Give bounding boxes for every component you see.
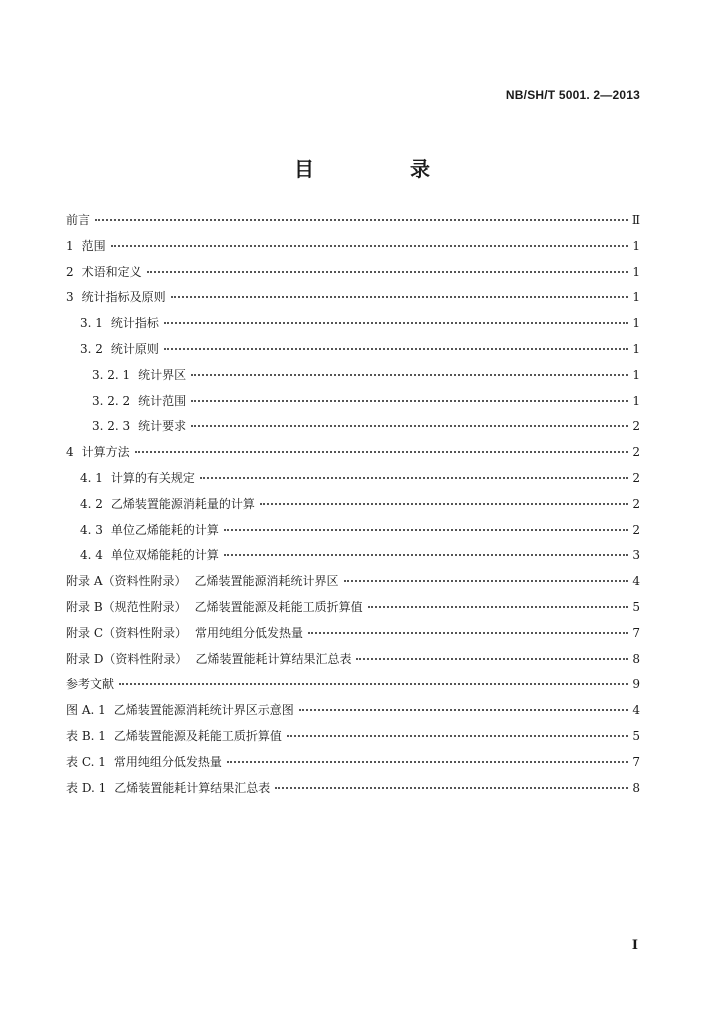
toc-entry[interactable] (66, 211, 640, 237)
toc-entry-number: 3. 2. 3 (92, 419, 131, 434)
toc-entry-number: 3. 2 (80, 341, 103, 356)
toc-entry-page: 4 (632, 703, 640, 718)
toc-entry-text (66, 753, 225, 770)
toc-leader-dots (344, 576, 629, 582)
toc-entry-number: 4. 3 (80, 522, 103, 537)
page-title: 目 录 (294, 157, 468, 181)
toc-entry-page: 2 (632, 419, 640, 434)
toc-entry-text (80, 469, 198, 486)
toc-entry-label: 乙烯装置能源消耗量的计算 (110, 496, 255, 511)
toc-leader-dots (260, 499, 628, 505)
toc-entry[interactable] (66, 701, 640, 727)
toc-entry-label: 常用纯组分低发热量 (113, 754, 222, 769)
toc-leader-dots (227, 757, 628, 763)
toc-entry-page: 7 (632, 754, 640, 769)
toc-entry[interactable] (66, 237, 640, 263)
toc-entry-number: 3. 1 (80, 316, 103, 331)
toc-entry[interactable] (66, 727, 640, 753)
toc-entry-text (80, 495, 258, 512)
toc-entry-page: 1 (632, 341, 640, 356)
toc-entry-page: 7 (632, 625, 640, 640)
toc-entry-text (66, 624, 306, 641)
toc-entry-page: 9 (632, 677, 640, 692)
toc-entry[interactable] (66, 263, 640, 289)
toc-leader-dots (308, 628, 628, 634)
toc-entry-text (80, 314, 162, 331)
toc-leader-dots (356, 654, 628, 660)
toc-entry-page: 5 (632, 728, 640, 743)
toc-entry-page: 2 (632, 496, 640, 511)
toc-entry[interactable] (66, 366, 640, 392)
toc-entry-page: 5 (632, 599, 640, 614)
toc-leader-dots (200, 473, 628, 479)
toc-leader-dots (224, 525, 628, 531)
toc-entry-number: 附录 D（资料性附录） (66, 651, 188, 666)
toc-leader-dots (287, 731, 628, 737)
page-number: Ⅰ (631, 938, 638, 953)
toc-entry-page: 2 (632, 445, 640, 460)
toc-entry-label: 计算的有关规定 (110, 470, 195, 485)
toc-entry-page: 2 (632, 522, 640, 537)
toc-entry[interactable] (66, 650, 640, 676)
toc-entry[interactable] (66, 392, 640, 418)
toc-entry[interactable] (66, 443, 640, 469)
toc-entry-number: 3. 2. 2 (92, 393, 131, 408)
toc-entry-label: 统计指标及原则 (81, 290, 166, 305)
toc-entry-page: 3 (632, 548, 640, 563)
toc-entry-number: 4. 4 (80, 548, 103, 563)
toc-entry-text (66, 443, 133, 460)
toc-entry-page: 1 (632, 290, 640, 305)
toc-entry-text (80, 521, 222, 538)
toc-entry-label: 乙烯装置能耗计算结果汇总表 (195, 651, 352, 666)
toc-entry-label: 乙烯装置能耗计算结果汇总表 (114, 780, 271, 795)
toc-entry-label: 前言 (66, 213, 91, 227)
toc-entry-page: 1 (632, 264, 640, 279)
toc-entry[interactable] (66, 417, 640, 443)
toc-entry-number: 表 D. 1 (66, 780, 107, 795)
toc-entry-text (92, 417, 189, 434)
toc-entry[interactable] (66, 469, 640, 495)
toc-entry[interactable] (66, 288, 640, 314)
toc-entry[interactable] (66, 546, 640, 572)
toc-entry[interactable] (66, 340, 640, 366)
toc-entry-label: 乙烯装置能源及耗能工质折算值 (113, 728, 282, 743)
toc-entry-label: 计算方法 (81, 445, 130, 460)
toc-entry-text (66, 701, 297, 718)
toc-entry-text (80, 546, 222, 563)
toc-leader-dots (275, 783, 628, 789)
toc-entry-text (92, 392, 189, 409)
toc-entry-number: 3 (66, 290, 74, 305)
toc-entry-label: 统计原则 (110, 341, 159, 356)
toc-leader-dots (299, 705, 628, 711)
toc-entry-text (66, 211, 93, 228)
toc-entry-text (66, 779, 273, 796)
toc-entry-number: 附录 B（规范性附录） (66, 599, 187, 614)
toc-leader-dots (224, 550, 628, 556)
table-of-contents (66, 211, 640, 804)
toc-leader-dots (147, 267, 628, 273)
toc-entry-number: 4. 2 (80, 496, 103, 511)
toc-entry-label: 单位乙烯能耗的计算 (110, 522, 219, 537)
toc-entry-label: 术语和定义 (81, 264, 142, 279)
toc-entry[interactable] (66, 572, 640, 598)
toc-entry[interactable] (66, 314, 640, 340)
toc-leader-dots (95, 215, 628, 221)
toc-leader-dots (164, 318, 628, 324)
toc-leader-dots (191, 421, 628, 427)
toc-entry-page: 1 (632, 367, 640, 382)
toc-entry-number: 4. 1 (80, 470, 103, 485)
toc-entry-text (92, 366, 189, 383)
toc-leader-dots (135, 447, 628, 453)
toc-entry-label: 单位双烯能耗的计算 (110, 548, 219, 563)
toc-entry[interactable] (66, 779, 640, 805)
toc-entry-label: 范围 (81, 238, 106, 253)
toc-entry-label: 参考文献 (66, 677, 115, 692)
toc-entry-number: 4 (66, 445, 74, 460)
toc-entry-label: 常用纯组分低发热量 (195, 625, 304, 640)
toc-entry-label: 乙烯装置能源及耗能工质折算值 (194, 599, 363, 614)
toc-entry-label: 乙烯装置能源消耗统计界区 (194, 574, 339, 589)
toc-entry-number: 附录 A（资料性附录） (66, 574, 187, 589)
toc-entry[interactable] (66, 495, 640, 521)
toc-entry-text (66, 572, 342, 589)
toc-entry-page: 1 (632, 316, 640, 331)
toc-entry-number: 2 (66, 264, 74, 279)
toc-leader-dots (171, 292, 628, 298)
standard-code: NB/SH/T 5001. 2—2013 (505, 88, 640, 102)
toc-entry-text (66, 675, 117, 692)
toc-entry-text (80, 340, 162, 357)
toc-entry[interactable] (66, 598, 640, 624)
toc-entry-page: 1 (632, 238, 640, 253)
toc-leader-dots (111, 241, 628, 247)
toc-leader-dots (164, 344, 628, 350)
toc-entry[interactable] (66, 521, 640, 547)
toc-entry-label: 统计指标 (110, 316, 159, 331)
toc-entry[interactable] (66, 624, 640, 650)
toc-entry-page: 8 (632, 780, 640, 795)
toc-entry-text (66, 598, 366, 615)
toc-entry-label: 统计要求 (138, 419, 187, 434)
toc-entry-number: 图 A. 1 (66, 703, 106, 718)
toc-entry-page: 1 (632, 393, 640, 408)
toc-entry-number: 3. 2. 1 (92, 367, 131, 382)
toc-entry-page: 4 (632, 574, 640, 589)
toc-entry-text (66, 650, 354, 667)
toc-entry-text (66, 727, 285, 744)
toc-entry-number: 表 C. 1 (66, 754, 106, 769)
toc-entry-label: 统计范围 (138, 393, 187, 408)
toc-entry-text (66, 237, 109, 254)
toc-entry-label: 乙烯装置能源消耗统计界区示意图 (113, 703, 294, 718)
toc-entry-number: 1 (66, 238, 74, 253)
toc-entry-text (66, 263, 145, 280)
toc-entry[interactable] (66, 675, 640, 701)
toc-entry-page: 2 (632, 470, 640, 485)
toc-entry-page: Ⅱ (631, 213, 640, 227)
toc-leader-dots (191, 370, 628, 376)
toc-leader-dots (368, 602, 628, 608)
toc-entry-number: 表 B. 1 (66, 728, 106, 743)
toc-entry[interactable] (66, 753, 640, 779)
toc-leader-dots (191, 396, 628, 402)
toc-entry-label: 统计界区 (138, 367, 187, 382)
toc-entry-page: 8 (632, 651, 640, 666)
toc-leader-dots (119, 679, 628, 685)
toc-entry-number: 附录 C（资料性附录） (66, 625, 187, 640)
toc-entry-text (66, 288, 169, 305)
